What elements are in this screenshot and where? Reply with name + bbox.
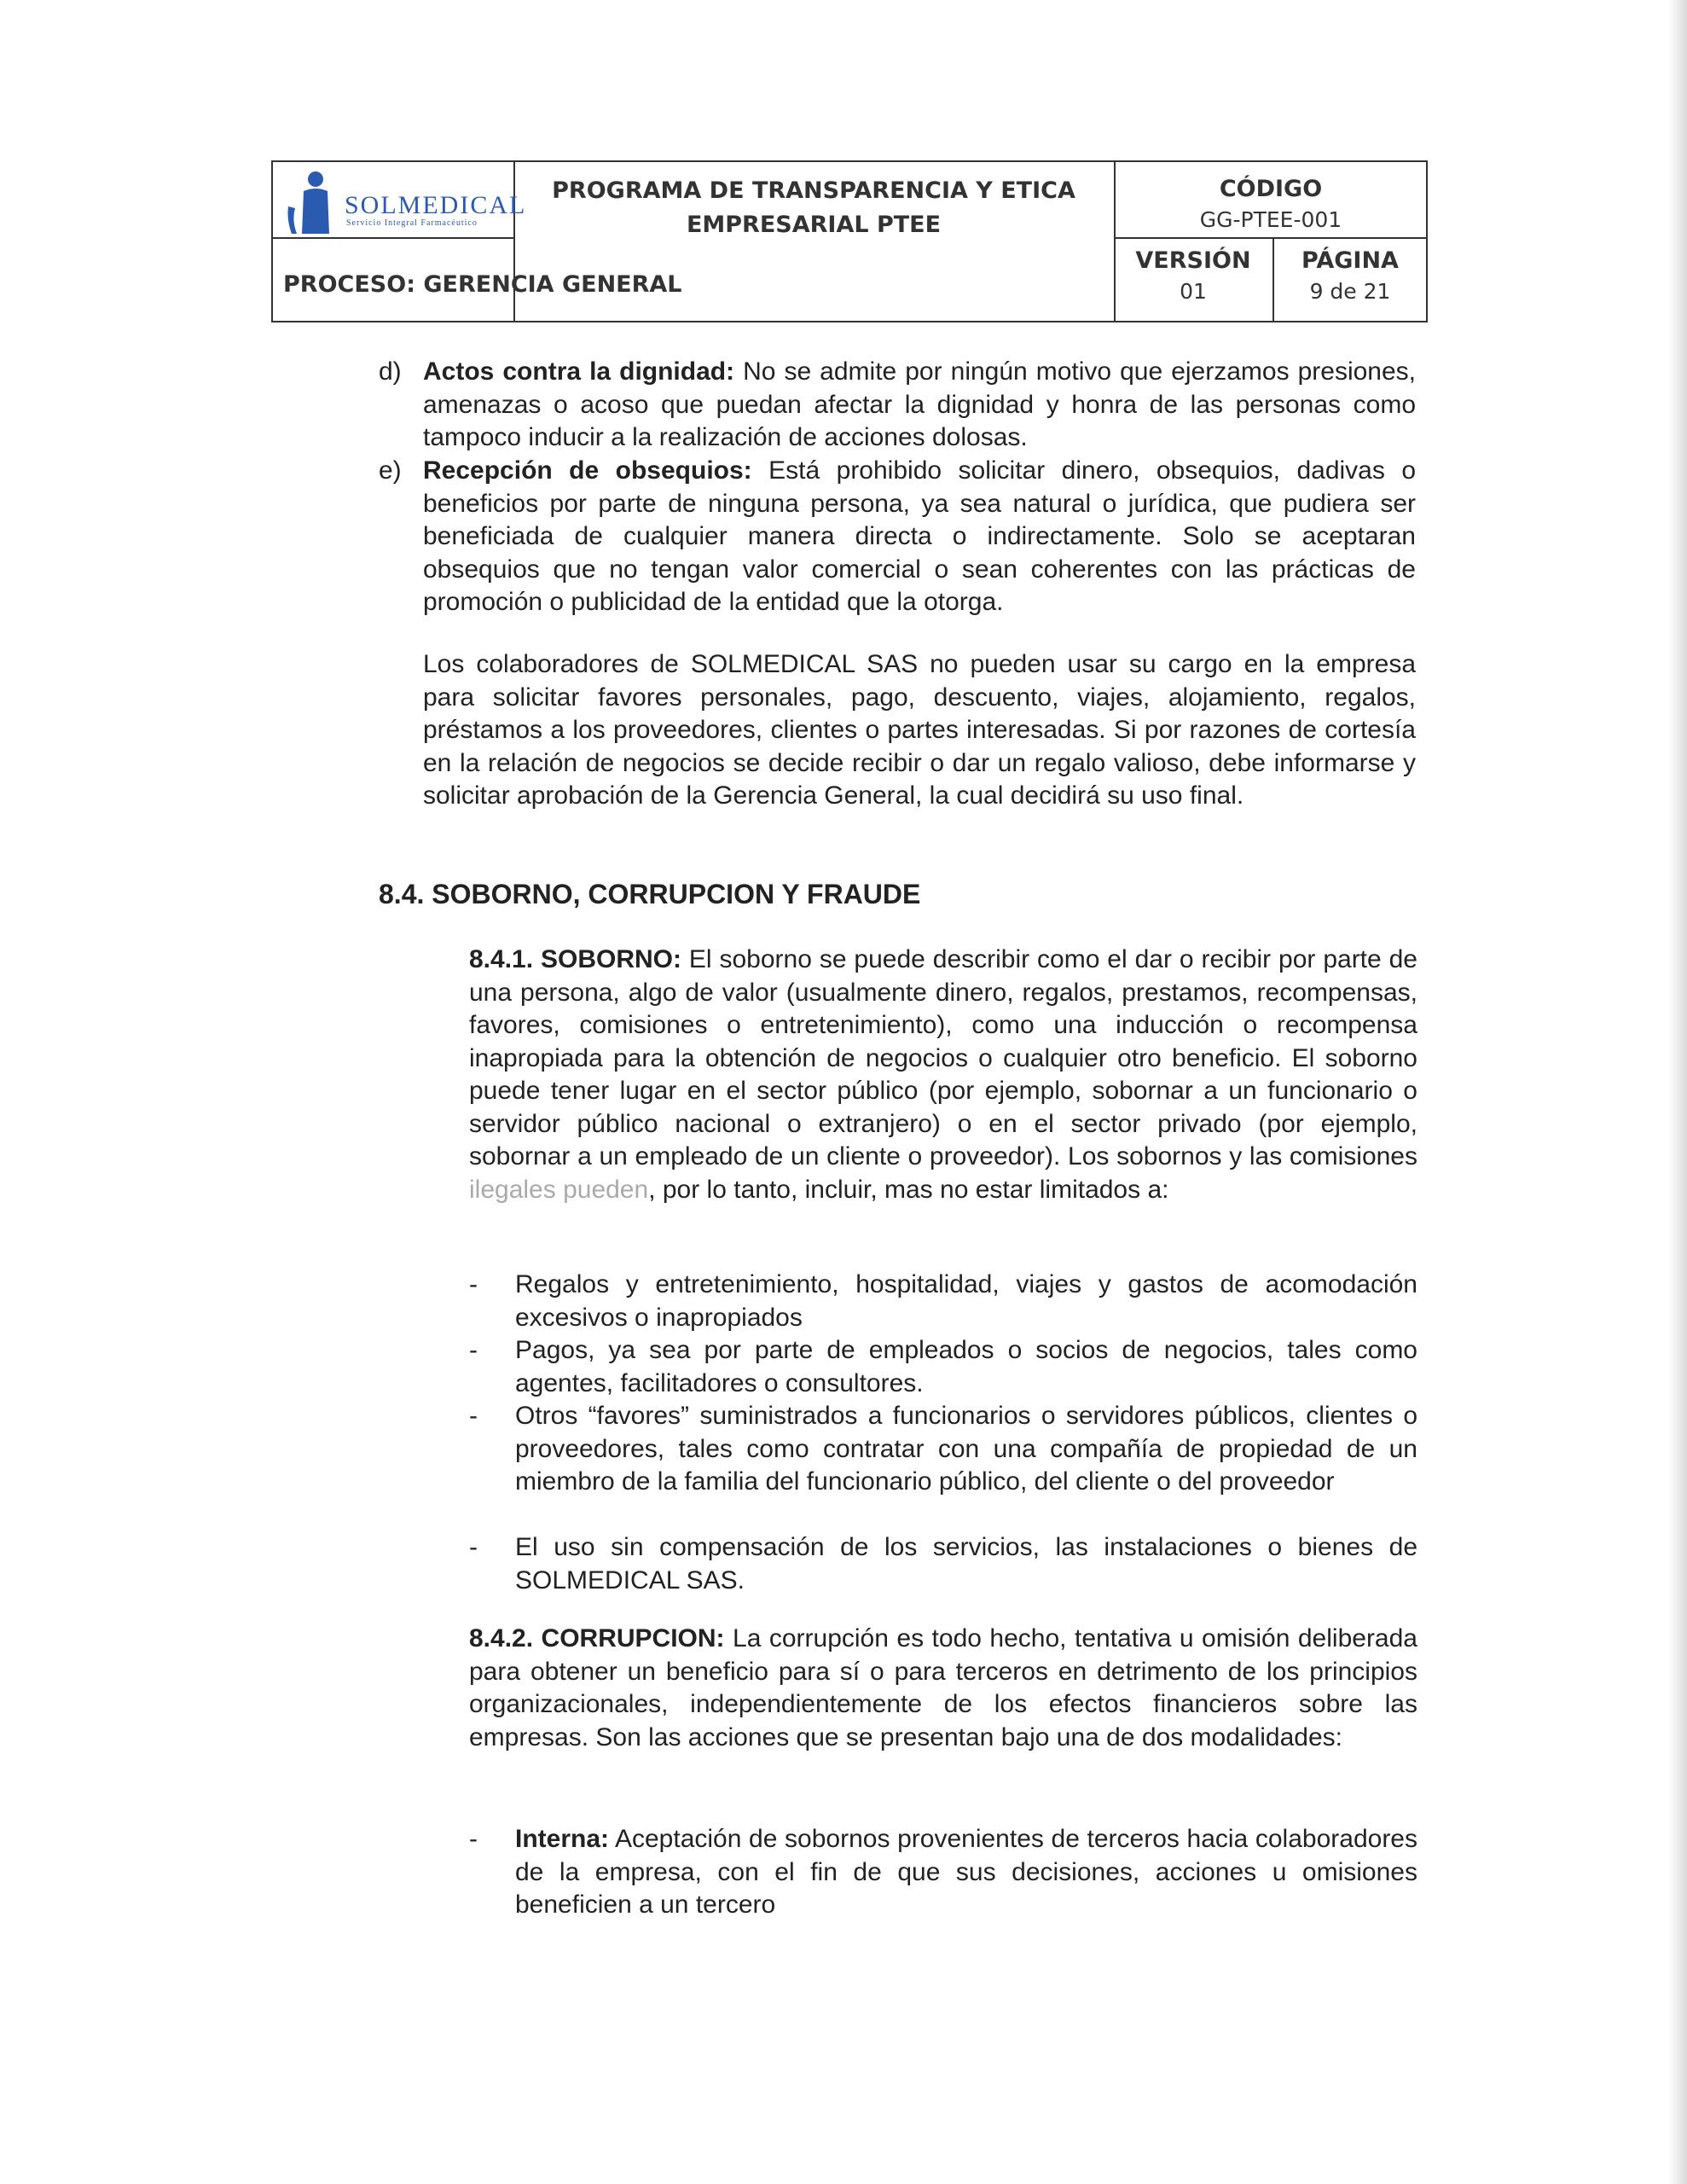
soborno-bullet: El uso sin compensación de los servicios, las instalaciones o bienes de SOLMEDICAL SAS. [515,1533,1417,1594]
page-cell [1272,246,1428,307]
soborno-text-after: , por lo tanto, incluir, mas no estar limitados a: [648,1175,1169,1204]
bullet-marker: - [469,1533,478,1561]
document-title-line-2: EMPRESARIAL PTEE [686,212,942,238]
process-label: PROCESO: GERENCIA GENERAL [283,271,682,298]
item-e-title: Recepción de obsequios: [423,456,752,485]
soborno-title: 8.4.1. SOBORNO: [469,945,681,973]
header-divider [1114,237,1426,239]
page-edge-shadow [1668,0,1687,2184]
soborno-bullet: Regalos y entretenimiento, hospitalidad, viajes y gastos de acomodación excesivos o inapropiados [515,1270,1417,1332]
item-e-paragraph [423,455,1416,619]
header-divider [273,237,513,239]
item-d-text: No se admite por ningún motivo que ejerzamos presiones, amenazas o acoso que puedan afectar la dignidad y honra de las personas como tampoco inducir a la realización de acciones dolosas. [423,357,1417,451]
document-header [271,160,1428,322]
logo-name: SOLMEDICAL [345,191,527,219]
page-label: PÁGINA [1301,247,1399,274]
bullet-marker: - [469,1402,478,1430]
corrupcion-bullet [515,1823,1417,1922]
soborno-faint-text: ilegales pueden [469,1175,649,1204]
corrupcion-paragraph [469,1623,1417,1754]
bullet-marker: - [469,1270,478,1298]
logo-subtitle: Servicio Integral Farmacéutico [346,218,478,228]
corrupcion-bullet-title: Interna: [515,1825,610,1853]
code-cell [1114,174,1428,235]
code-label: CÓDIGO [1219,176,1323,202]
item-d-title: Actos contra la dignidad: [423,357,735,386]
bullet-marker: - [469,1825,478,1853]
soborno-paragraph [469,944,1417,1206]
soborno-text-before: El soborno se puede describir como el dar o recibir por parte de una persona, algo de valor (usualmente dinero, regalos, prestamos, recompensas, favores, comisiones o entretenimiento), como una inducción o recompensa inapropiada para la obtención de negocios o cualquier otro beneficio. El soborno puede tener lugar en el sector público (por ejemplo, sobornar a un funcionario o servidor público nacional o extranjero) o en el sector privado (por ejemplo, sobornar a un empleado de un cliente o proveedor). Los sobornos y las comisiones [469,945,1417,1170]
item-e-text: Está prohibido solicitar dinero, obsequios, dadivas o beneficios por parte de ninguna persona, ya sea natural o jurídica, que pudiera ser beneficiada de cualquier manera directa o indirectamente. Solo se aceptaran obsequios que no tengan valor comercial o sean coherentes con las prácticas de promoción o publicidad de la entidad que la otorga. [423,456,1416,616]
soborno-bullet: Otros “favores” suministrados a funcionarios o servidores públicos, clientes o proveedores, tales como contratar con una compañía de propiedad de un miembro de la familia del funcionario público, del cliente o del proveedor [515,1402,1417,1496]
corrupcion-title: 8.4.2. CORRUPCION: [469,1624,725,1653]
code-value: GG-PTEE-001 [1199,207,1342,232]
item-d-marker: d) [379,357,402,386]
corrupcion-text: La corrupción es todo hecho, tentativa u omisión deliberada para obtener un beneficio para sí o para terceros en detrimento de los principios organizacionales, independientemente de los efectos financieros sobre las empresas. Son las acciones que se presentan bajo una de dos modalidades: [469,1624,1417,1751]
document-title-line-1: PROGRAMA DE TRANSPARENCIA Y ETICA [552,177,1075,204]
item-e-marker: e) [379,456,402,485]
soborno-bullet: Pagos, ya sea por parte de empleados o socios de negocios, tales como agentes, facilitadores o consultores. [515,1336,1417,1397]
document-title [513,174,1114,242]
section-title: 8.4. SOBORNO, CORRUPCION Y FRAUDE [379,879,921,909]
version-value: 01 [1180,279,1207,304]
logo-figure-icon [285,169,339,234]
page-value: 9 de 21 [1309,279,1391,304]
item-d-paragraph [423,356,1416,455]
colaboradores-paragraph: Los colaboradores de SOLMEDICAL SAS no pueden usar su cargo en la empresa para solicitar favores personales, pago, descuento, viajes, alojamiento, regalos, préstamos a los proveedores, clientes o partes interesadas. Si por razones de cortesía en la relación de negocios se decide recibir o dar un regalo valioso, debe informarse y solicitar aprobación de la Gerencia General, la cual decidirá su uso final. [423,650,1416,810]
version-label: VERSIÓN [1135,247,1251,274]
company-logo [285,169,541,235]
version-cell [1114,246,1272,307]
bullet-marker: - [469,1336,478,1364]
corrupcion-bullet-text: Aceptación de sobornos provenientes de terceros hacia colaboradores de la empresa, con el fin de que sus decisiones, acciones u omisiones beneficien a un tercero [515,1825,1417,1919]
